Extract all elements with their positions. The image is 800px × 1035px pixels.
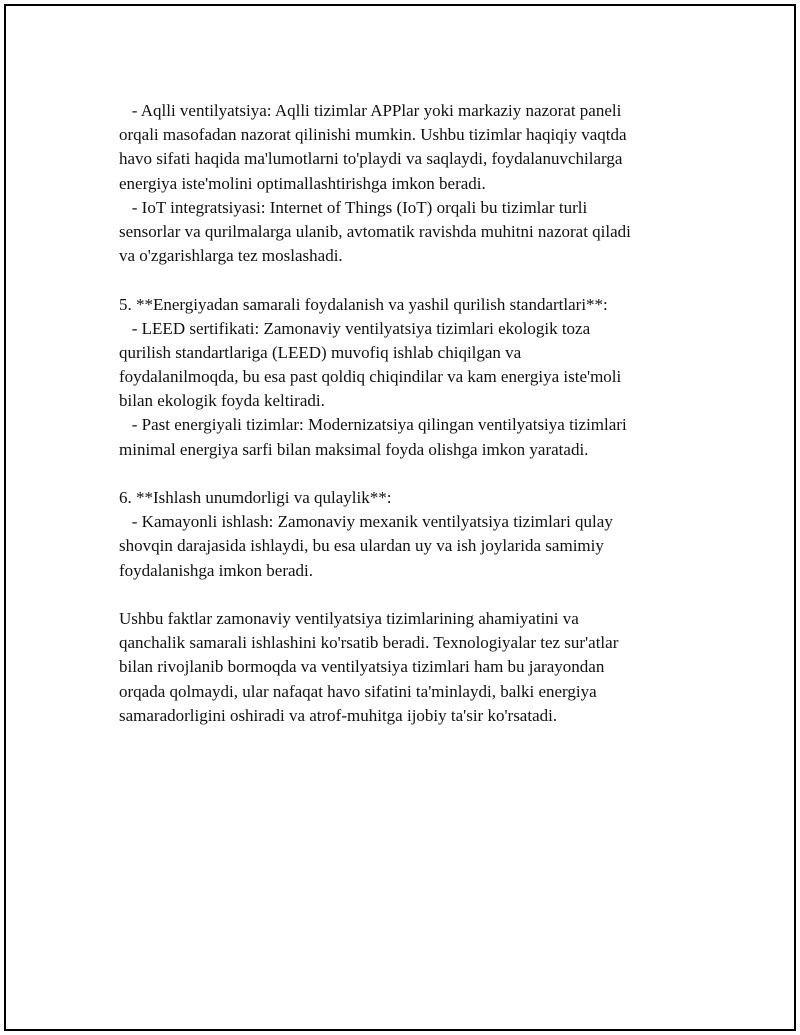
paragraph-spacer xyxy=(119,462,719,486)
document-body xyxy=(119,99,719,728)
document-page xyxy=(4,4,796,1031)
paragraph-spacer xyxy=(119,583,719,607)
text-line: samaradorligini oshiradi va atrof-muhitga ijobiy ta'sir ko'rsatadi. xyxy=(119,705,558,725)
text-line: va o'zgarishlarga tez moslashadi. xyxy=(119,246,343,266)
text-line: - LEED sertifikati: Zamonaviy ventilyatsiya tizimlari ekologik toza xyxy=(119,318,591,338)
text-line: havo sifati haqida ma'lumotlarni to'playdi va saqlaydi, foydalanuvchilarga xyxy=(119,149,623,169)
paragraph-spacer xyxy=(119,268,719,292)
section-energy-efficiency xyxy=(119,293,719,462)
paragraph-smart-ventilation xyxy=(119,99,719,196)
paragraph-iot-integration xyxy=(119,196,719,269)
text-line: minimal energiya sarfi bilan maksimal foyda olishga imkon yaratadi. xyxy=(119,439,589,459)
section-heading: 5. **Energiyadan samarali foydalanish va yashil qurilish standartlari**: xyxy=(119,294,608,314)
text-line: qanchalik samarali ishlashini ko'rsatib beradi. Texnologiyalar tez sur'atlar xyxy=(119,633,619,653)
text-line: - Aqlli ventilyatsiya: Aqlli tizimlar APPlar yoki markaziy nazorat paneli xyxy=(119,101,622,120)
text-line: sensorlar va qurilmalarga ulanib, avtomatik ravishda muhitni nazorat qiladi xyxy=(119,221,631,241)
paragraph-conclusion xyxy=(119,607,719,728)
text-line: foydalanilmoqda, bu esa past qoldiq chiqindilar va kam energiya iste'moli xyxy=(119,367,622,387)
text-line: Ushbu faktlar zamonaviy ventilyatsiya tizimlarining ahamiyatini va xyxy=(119,608,579,628)
text-line: bilan rivojlanib bormoqda va ventilyatsiya tizimlari ham bu jarayondan xyxy=(119,657,605,677)
section-performance-comfort xyxy=(119,486,719,583)
text-line: orqali masofadan nazorat qilinishi mumkin. Ushbu tizimlar haqiqiy vaqtda xyxy=(119,125,627,145)
text-line: bilan ekologik foyda keltiradi. xyxy=(119,391,325,411)
text-line: - IoT integratsiyasi: Internet of Things (IoT) orqali bu tizimlar turli xyxy=(119,197,588,217)
text-line: - Past energiyali tizimlar: Modernizatsiya qilingan ventilyatsiya tizimlari xyxy=(119,415,627,435)
text-line: foydalanishga imkon beradi. xyxy=(119,560,314,580)
text-line: energiya iste'molini optimallashtirishga imkon beradi. xyxy=(119,173,486,193)
section-heading: 6. **Ishlash unumdorligi va qulaylik**: xyxy=(119,488,392,507)
text-line: qurilish standartlariga (LEED) muvofiq ishlab chiqilgan va xyxy=(119,342,522,362)
text-line: - Kamayonli ishlash: Zamonaviy mexanik ventilyatsiya tizimlari qulay xyxy=(119,512,613,532)
text-line: shovqin darajasida ishlaydi, bu esa ulardan uy va ish joylarida samimiy xyxy=(119,536,604,556)
text-line: orqada qolmaydi, ular nafaqat havo sifatini ta'minlaydi, balki energiya xyxy=(119,681,597,701)
